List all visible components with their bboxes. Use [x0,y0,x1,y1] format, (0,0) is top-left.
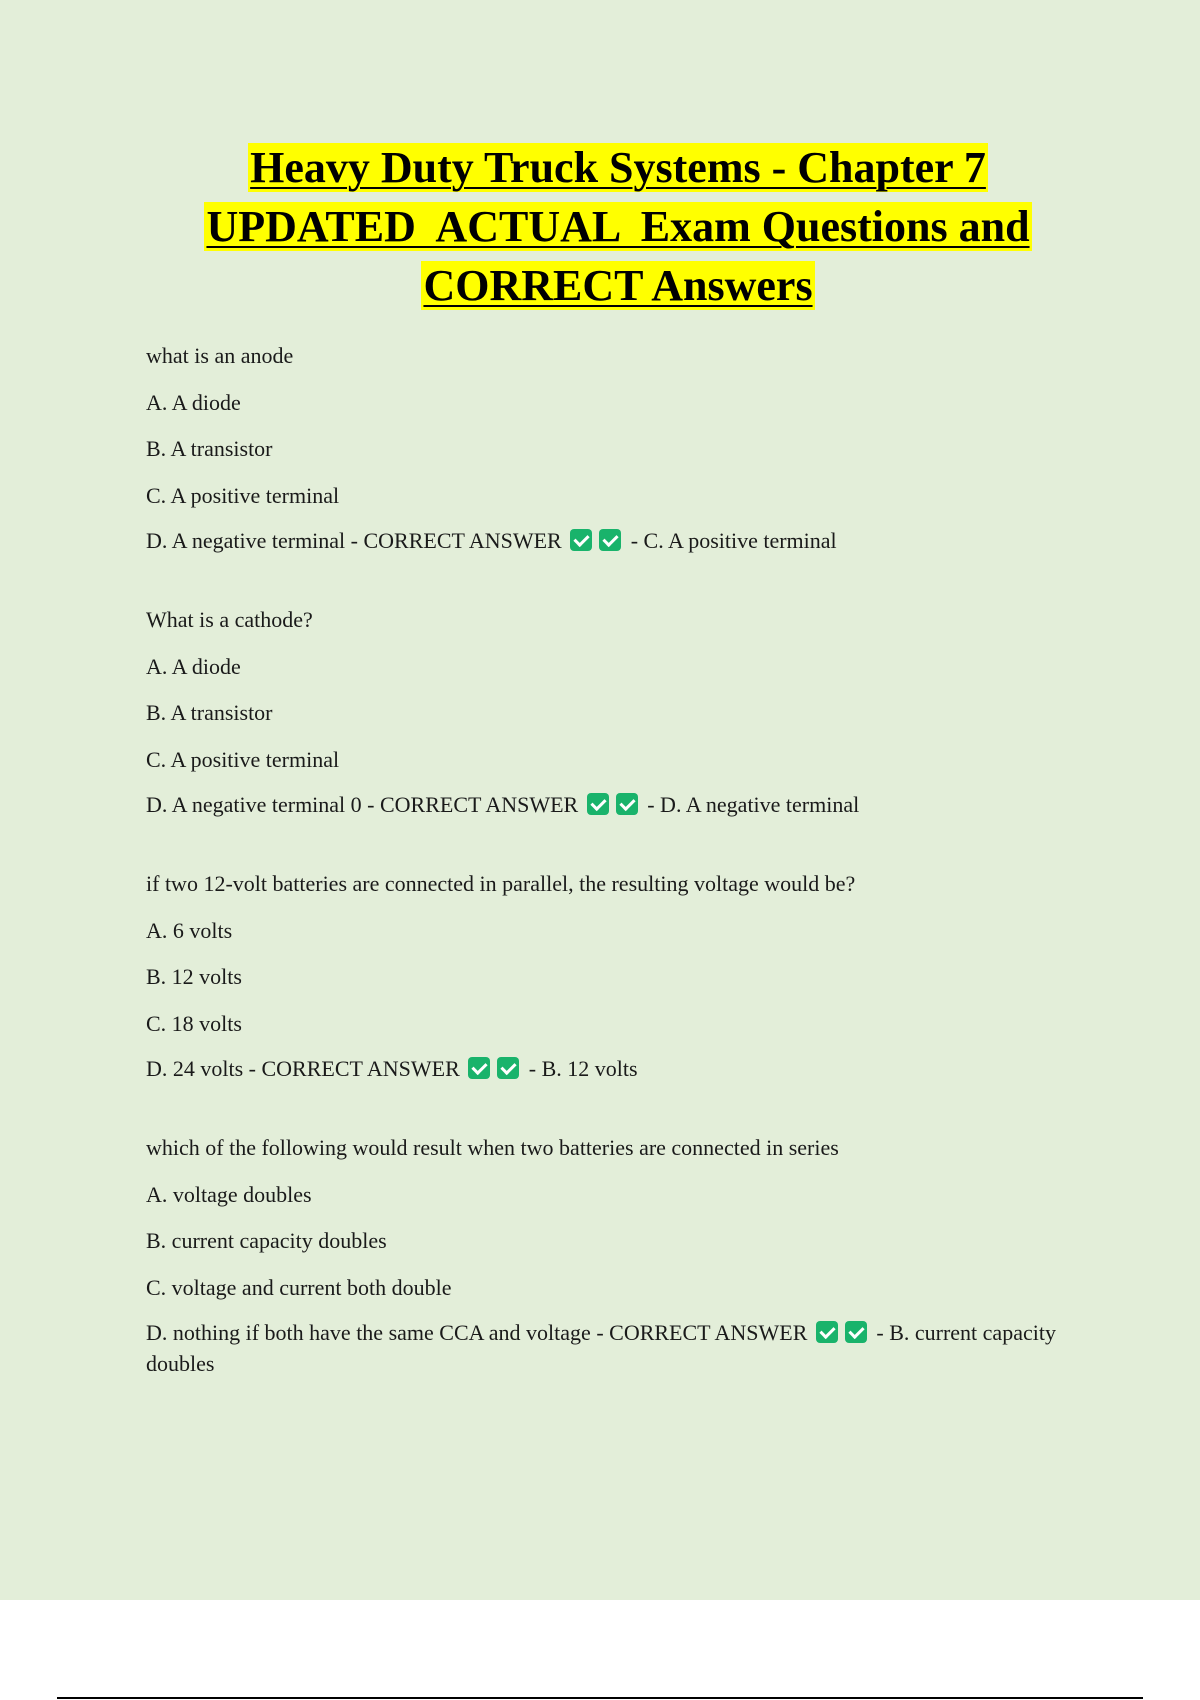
question-block [146,867,1066,1084]
question-text: if two 12-volt batteries are connected in parallel, the resulting voltage would be? [146,871,856,896]
title-line-1: Heavy Duty Truck Systems - Chapter 7 [250,143,986,192]
answer-tail: - C. A positive terminal [630,528,837,553]
answer-lead: D. A negative terminal - CORRECT ANSWER [146,528,562,553]
check-icon [497,1057,519,1079]
check-icon [570,529,592,551]
option-a: A. A diode [146,653,241,679]
option-d-answer [146,789,1066,820]
option-c: C. A positive terminal [146,746,340,772]
answer-tail: - B. 12 volts [528,1056,638,1081]
question-block [146,603,1066,820]
questions-list [146,339,1066,1379]
question-block [146,1131,1066,1379]
option-a: A. voltage doubles [146,1181,312,1207]
option-c: C. voltage and current both double [146,1274,452,1300]
answer-tail: - D. A negative terminal [647,792,860,817]
option-d-answer [146,525,1066,556]
check-icon [616,793,638,815]
option-b: B. A transistor [146,436,273,461]
option-b: B. current capacity doubles [146,1228,387,1253]
option-d-answer [146,1053,1066,1084]
answer-lead: D. 24 volts - CORRECT ANSWER [146,1056,460,1081]
question-block [146,339,1066,556]
title-line-2: UPDATED ACTUAL Exam Questions and [206,202,1030,251]
answer-lead: D. A negative terminal 0 - CORRECT ANSWER [146,792,579,817]
title-line-3: CORRECT Answers [423,261,813,310]
check-icon [599,529,621,551]
check-icon [816,1321,838,1343]
option-a: A. 6 volts [146,917,233,943]
page-divider [57,1697,1143,1699]
question-text: What is a cathode? [146,607,313,632]
option-c: C. A positive terminal [146,482,340,508]
answer-tail: - B. current capacity doubles [146,1320,1056,1376]
answer-lead: D. nothing if both have the same CCA and voltage - CORRECT ANSWER [146,1320,808,1345]
option-a: A. A diode [146,389,241,415]
check-icon [587,793,609,815]
question-text: what is an anode [146,343,294,368]
option-c: C. 18 volts [146,1010,242,1036]
option-b: B. A transistor [146,700,273,725]
option-d-answer [146,1317,1066,1379]
option-b: B. 12 volts [146,964,242,989]
document-title [0,138,1200,315]
question-text: which of the following would result when two batteries are connected in series [146,1135,839,1160]
check-icon [845,1321,867,1343]
check-icon [468,1057,490,1079]
